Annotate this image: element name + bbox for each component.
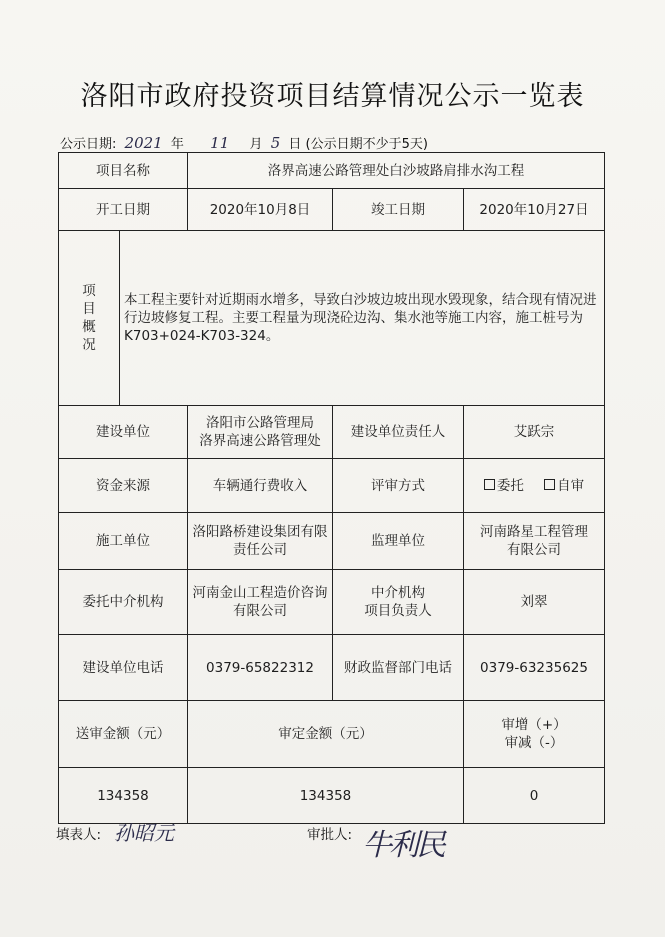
unit-leader-value: 艾跃宗 [464, 406, 605, 459]
publicity-date-line [60, 133, 428, 152]
page-title: 洛阳市政府投资项目结算情况公示一览表 [80, 81, 585, 112]
agency-leader-label: 中介机构 项目负责人 [333, 570, 464, 635]
publicity-day-handwritten: 5 [270, 134, 281, 152]
publicity-date-note: (公示日期不少于5天) [305, 137, 428, 152]
publicity-year-handwritten: 2021 [124, 134, 163, 152]
month-unit: 月 [249, 137, 263, 152]
agency-label: 委托中介机构 [59, 570, 188, 635]
finance-phone-label: 财政监督部门电话 [333, 635, 464, 701]
start-date-label: 开工日期 [59, 189, 188, 231]
submitted-amount-value: 134358 [59, 768, 188, 824]
approver-signature: 牛利民 [362, 828, 443, 863]
table-row [59, 231, 605, 406]
builder-value: 洛阳路桥建设集团有限 责任公司 [188, 513, 333, 570]
table-row [59, 153, 605, 189]
year-unit: 年 [170, 137, 184, 152]
difference-label: 审增（+） 审减（-） [464, 701, 605, 768]
approver-label: 审批人: [307, 827, 353, 843]
settlement-table [58, 152, 605, 824]
table-row [59, 459, 605, 513]
project-name-value: 洛界高速公路管理处白沙坡路肩排水沟工程 [188, 153, 605, 189]
start-date-value: 2020年10月8日 [188, 189, 333, 231]
construction-unit-label: 建设单位 [59, 406, 188, 459]
approved-amount-value: 134358 [188, 768, 464, 824]
table-row [59, 513, 605, 570]
agency-value: 河南金山工程造价咨询 有限公司 [188, 570, 333, 635]
supervisor-value: 河南路星工程管理 有限公司 [464, 513, 605, 570]
checkbox-icon [544, 479, 555, 490]
end-date-label: 竣工日期 [333, 189, 464, 231]
overview-label: 项 目 概 况 [59, 231, 120, 406]
table-row [59, 768, 605, 824]
checkbox-icon [484, 479, 495, 490]
table-row [59, 570, 605, 635]
filler-signature: 孙昭元 [114, 821, 174, 845]
funding-label: 资金来源 [59, 459, 188, 513]
filler-label: 填表人: [56, 827, 102, 843]
table-row [59, 701, 605, 768]
publicity-month-handwritten: 11 [210, 134, 230, 152]
project-name-label: 项目名称 [59, 153, 188, 189]
review-method-options [464, 459, 605, 513]
builder-label: 施工单位 [59, 513, 188, 570]
overview-text: 本工程主要针对近期雨水增多，导致白沙坡边坡出现水毁现象，结合现有情况进行边坡修复工程。主要工程量为现浇砼边沟、集水池等施工内容，施工桩号为K703+024-K703-324。 [120, 231, 605, 406]
approved-amount-label: 审定金额（元） [188, 701, 464, 768]
table-row [59, 635, 605, 701]
finance-phone-value: 0379-63235625 [464, 635, 605, 701]
supervisor-label: 监理单位 [333, 513, 464, 570]
table-row [59, 189, 605, 231]
table-row [59, 406, 605, 459]
funding-value: 车辆通行费收入 [188, 459, 333, 513]
day-unit: 日 [288, 137, 302, 152]
unit-leader-label: 建设单位责任人 [333, 406, 464, 459]
submitted-amount-label: 送审金额（元） [59, 701, 188, 768]
construction-unit-value: 洛阳市公路管理局 洛界高速公路管理处 [188, 406, 333, 459]
review-method-label: 评审方式 [333, 459, 464, 513]
unit-phone-value: 0379-65822312 [188, 635, 333, 701]
difference-value: 0 [464, 768, 605, 824]
option-self-review: 自审 [544, 477, 584, 495]
publicity-date-label: 公示日期: [60, 137, 117, 152]
option-entrusted: 委托 [484, 477, 524, 495]
end-date-value: 2020年10月27日 [464, 189, 605, 231]
agency-leader-value: 刘翠 [464, 570, 605, 635]
unit-phone-label: 建设单位电话 [59, 635, 188, 701]
